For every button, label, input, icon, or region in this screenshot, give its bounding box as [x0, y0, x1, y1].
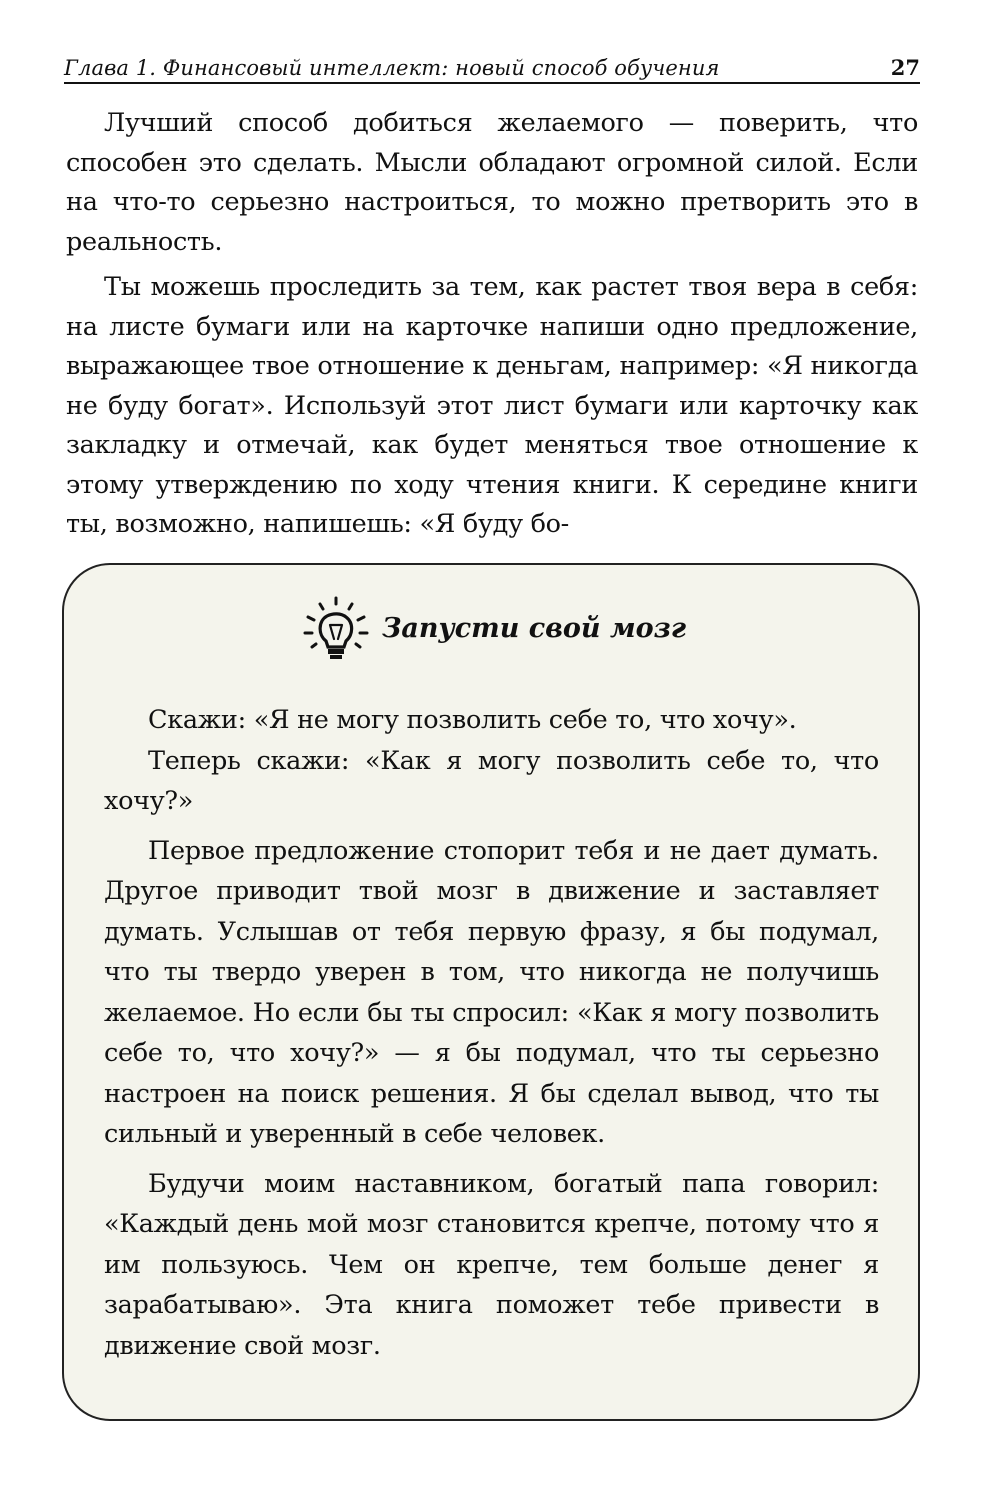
running-header [64, 52, 920, 84]
chapter-title: Глава 1. Финансовый интеллект: новый способ обучения [64, 56, 720, 80]
main-text [66, 104, 918, 551]
body-paragraph: Ты можешь проследить за тем, как растет твоя вера в себя: на листе бумаги или на карточке напиши одно предложение, выражающее твое отношение к деньгам, например: «Я никогда не буду богат». Используй этот лист бумаги или карточку как закладку и отмечай, как будет меняться твое отношение к этому утверждению по ходу чтения книги. К середине книги ты, возможно, напишешь: «Я буду бо- [66, 272, 918, 539]
body-paragraph: Лучший способ добиться желаемого — поверить, что способен это сделать. Мысли обладают огромной силой. Если на что-то серьезно настроиться, то можно претворить это в реальность. [66, 108, 918, 257]
sidebar-paragraph: Будучи моим наставником, богатый папа говорил: «Каждый день мой мозг становится крепче, потому что я им пользуюсь. Чем он крепче, тем больше денег я зарабатываю». Эта книга поможет тебе привести в движение свой мозг. [104, 1168, 879, 1361]
sidebar-paragraph: Скажи: «Я не могу позволить себе то, что хочу». [148, 705, 797, 735]
page-number: 27 [890, 55, 920, 80]
sidebar-paragraph: Теперь скажи: «Как я могу позволить себе то, что хочу?» [104, 745, 879, 816]
sidebar-heading [64, 595, 918, 663]
sidebar-title: Запусти свой мозг [381, 613, 687, 644]
sidebar-text [104, 700, 879, 1375]
sidebar-box [62, 563, 920, 1421]
lightbulb-icon [296, 595, 376, 663]
sidebar-paragraph: Первое предложение стопорит тебя и не дает думать. Другое приводит твой мозг в движение и заставляет думать. Услышав от тебя первую фразу, я бы подумал, что ты твердо уверен в том, что никогда не получишь желаемое. Но если бы ты спросил: «Как я могу позволить себе то, что хочу?» — я бы подумал, что ты серьезно настроен на поиск решения. Я бы сделал вывод, что ты сильный и уверенный в себе человек. [104, 835, 879, 1149]
